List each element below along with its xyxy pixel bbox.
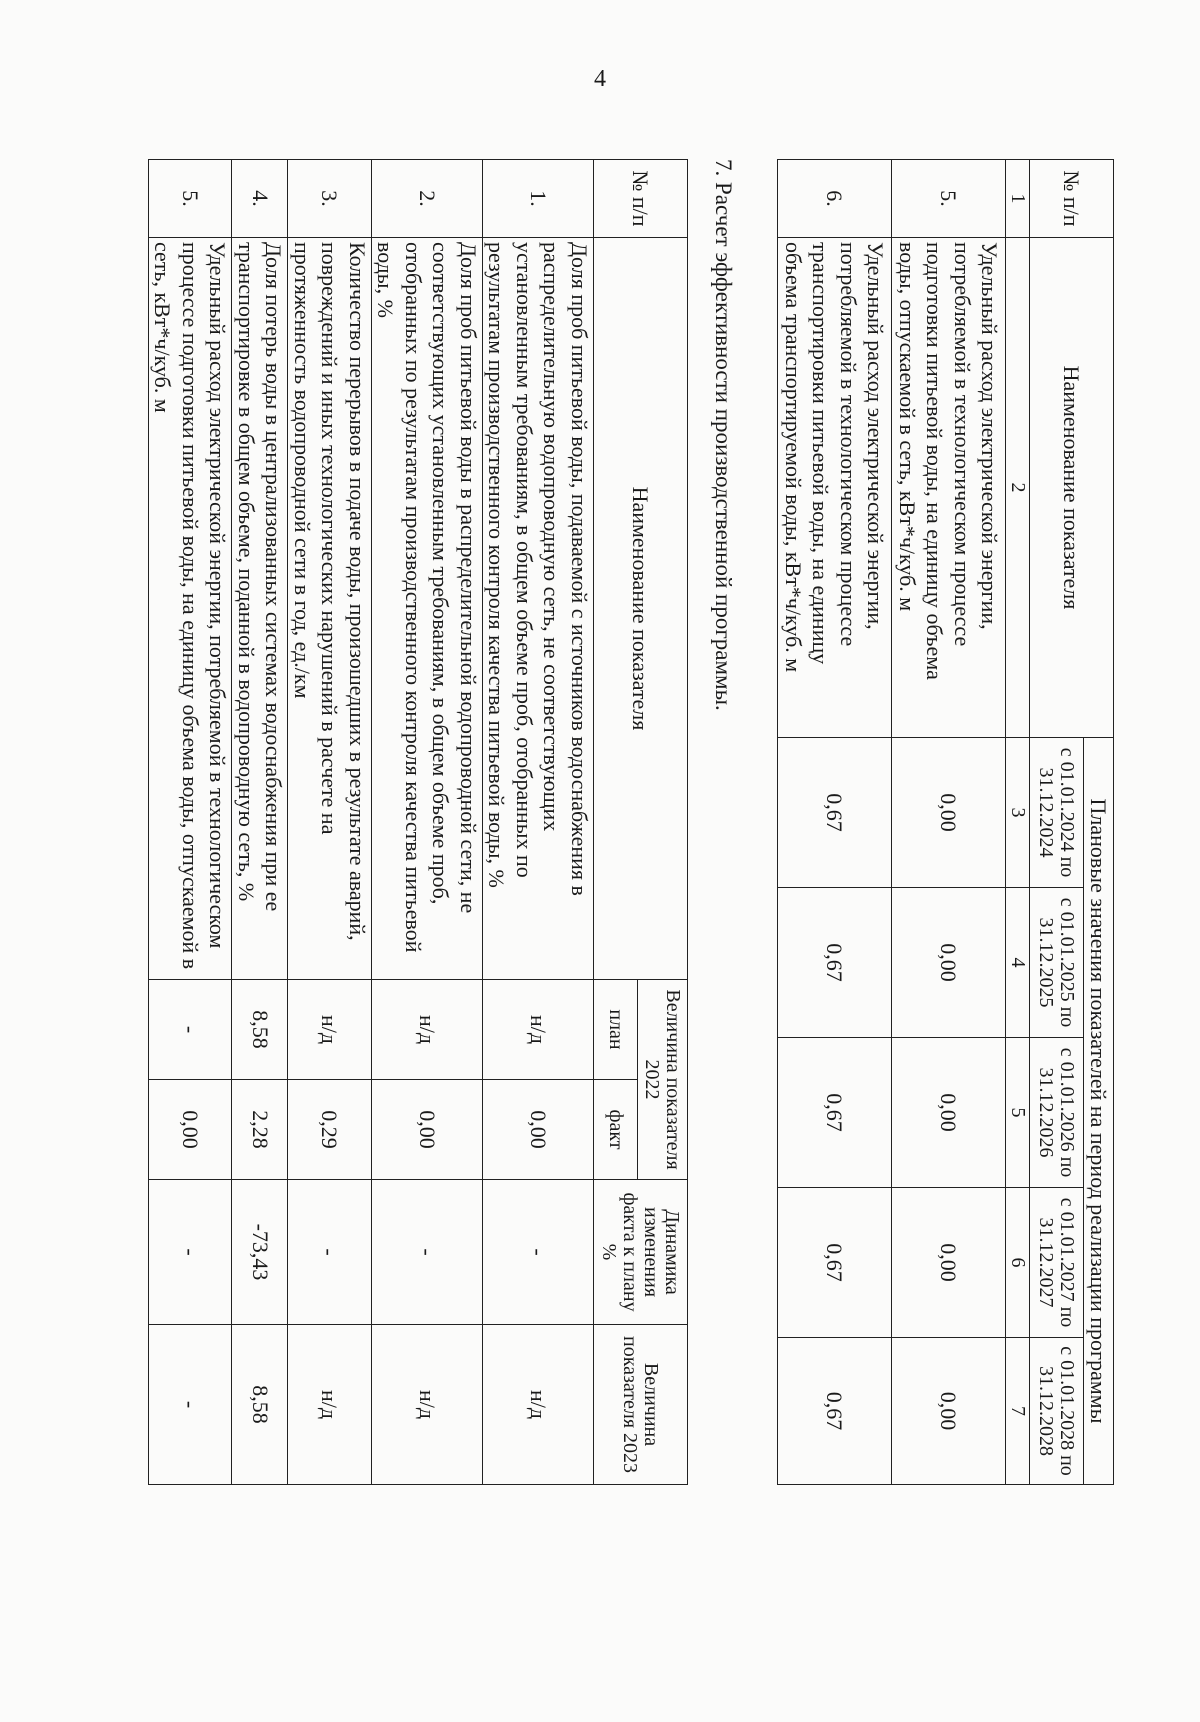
section-7-title: 7. Расчет эффективности производственной программы. xyxy=(711,159,736,711)
index-cell: 7 xyxy=(1006,1338,1030,1485)
header-fact: факт xyxy=(594,1080,638,1180)
header-plan: план xyxy=(594,980,638,1080)
header-num: № п/п xyxy=(594,160,688,238)
row-dynamics: - xyxy=(149,1180,233,1325)
header-dynamics: Динамика изменения факта к плану % xyxy=(594,1180,688,1325)
header-period: с 01.01.2026 по 31.12.2026 xyxy=(1030,1038,1084,1188)
row-name: Удельный расход электрической энергии, потребляемой в технологическом процессе подготовки питьевой воды, на единицу объема воды, отпускаемой в сеть, кВт*ч/куб. м xyxy=(149,238,233,980)
row-name: Доля проб питьевой воды, подаваемой с источников водоснабжения в распределительную водопроводную сеть, не соответствующих установленным требованиям, в общем объеме проб, отобранных по результатам производственного контроля качества питьевой воды, % xyxy=(483,238,594,980)
header-value-2023: Величина показателя 2023 xyxy=(594,1325,688,1485)
table-row xyxy=(372,160,483,1485)
row-fact: 0,00 xyxy=(483,1080,594,1180)
row-plan: н/д xyxy=(372,980,483,1080)
index-cell: 3 xyxy=(1006,738,1030,888)
row-num: 2. xyxy=(372,160,483,238)
row-value: 0,67 xyxy=(778,888,892,1038)
row-fact: 0,29 xyxy=(288,1080,372,1180)
header-period: с 01.01.2028 по 31.12.2028 xyxy=(1030,1338,1084,1485)
row-value-2023: - xyxy=(149,1325,233,1485)
row-value-2023: н/д xyxy=(483,1325,594,1485)
row-name: Доля проб питьевой воды в распределительной водопроводной сети, не соответствующих установленным требованиям, в общем объеме проб, отобранных по результатам производственного контроля качества питьевой воды, % xyxy=(372,238,483,980)
row-num: 5. xyxy=(149,160,233,238)
index-row xyxy=(1006,160,1030,1485)
header-period: с 01.01.2025 по 31.12.2025 xyxy=(1030,888,1084,1038)
row-fact: 0,00 xyxy=(149,1080,233,1180)
row-num: 1. xyxy=(483,160,594,238)
row-plan: - xyxy=(149,980,233,1080)
row-name: Количество перерывов в подаче воды, произошедших в результате аварий, повреждений и иных технологических нарушений в расчете на протяженность водопроводной сети в год, ед./км xyxy=(288,238,372,980)
row-name: Удельный расход электрической энергии, потребляемой в технологическом процессе подготовки питьевой воды, на единицу объема воды, отпускаемой в сеть, кВт*ч/куб. м xyxy=(892,238,1006,738)
row-fact: 2,28 xyxy=(232,1080,288,1180)
row-value: 0,00 xyxy=(892,888,1006,1038)
header-value-2022: Величина показателя 2022 xyxy=(638,980,688,1180)
header-period: с 01.01.2024 по 31.12.2024 xyxy=(1030,738,1084,888)
row-plan: н/д xyxy=(288,980,372,1080)
table-row xyxy=(288,160,372,1485)
row-fact: 0,00 xyxy=(372,1080,483,1180)
row-value: 0,67 xyxy=(778,1038,892,1188)
row-num: 5. xyxy=(892,160,1006,238)
row-dynamics: -73,43 xyxy=(232,1180,288,1325)
header-name: Наименование показателя xyxy=(594,238,688,980)
header-period: с 01.01.2027 по 31.12.2027 xyxy=(1030,1188,1084,1338)
row-dynamics: - xyxy=(372,1180,483,1325)
row-value: 0,00 xyxy=(892,738,1006,888)
efficiency-table xyxy=(148,159,688,1485)
row-value-2023: н/д xyxy=(372,1325,483,1485)
row-value-2023: н/д xyxy=(288,1325,372,1485)
row-value: 0,67 xyxy=(778,1338,892,1485)
row-value: 0,67 xyxy=(778,738,892,888)
row-num: 4. xyxy=(232,160,288,238)
row-value: 0,00 xyxy=(892,1188,1006,1338)
row-dynamics: - xyxy=(483,1180,594,1325)
index-cell: 2 xyxy=(1006,238,1030,738)
table-row xyxy=(232,160,288,1485)
index-cell: 6 xyxy=(1006,1188,1030,1338)
row-value-2023: 8,58 xyxy=(232,1325,288,1485)
row-plan: 8,58 xyxy=(232,980,288,1080)
header-num: № п/п xyxy=(1030,160,1114,238)
index-cell: 5 xyxy=(1006,1038,1030,1188)
header-planned-group: Плановые значения показателей на период реализации программы xyxy=(1084,738,1114,1485)
table-row xyxy=(483,160,594,1485)
row-name: Доля потерь воды в централизованных системах водоснабжения при ее транспортировке в общем объеме, поданной в водопроводную сеть, % xyxy=(232,238,288,980)
rotated-page-content xyxy=(114,24,1114,1584)
table-row xyxy=(892,160,1006,1485)
row-num: 6. xyxy=(778,160,892,238)
table-row xyxy=(778,160,892,1485)
page-number: 4 xyxy=(594,66,606,92)
index-cell: 1 xyxy=(1006,160,1030,238)
header-name: Наименование показателя xyxy=(1030,238,1114,738)
index-cell: 4 xyxy=(1006,888,1030,1038)
row-value: 0,67 xyxy=(778,1188,892,1338)
row-value: 0,00 xyxy=(892,1038,1006,1188)
table-row xyxy=(149,160,233,1485)
row-value: 0,00 xyxy=(892,1338,1006,1485)
planned-values-table xyxy=(777,159,1114,1485)
row-dynamics: - xyxy=(288,1180,372,1325)
row-plan: н/д xyxy=(483,980,594,1080)
row-name: Удельный расход электрической энергии, потребляемой в технологическом процессе транспортировки питьевой воды, на единицу объема транспортируемой воды, кВт*ч/куб. м xyxy=(778,238,892,738)
row-num: 3. xyxy=(288,160,372,238)
